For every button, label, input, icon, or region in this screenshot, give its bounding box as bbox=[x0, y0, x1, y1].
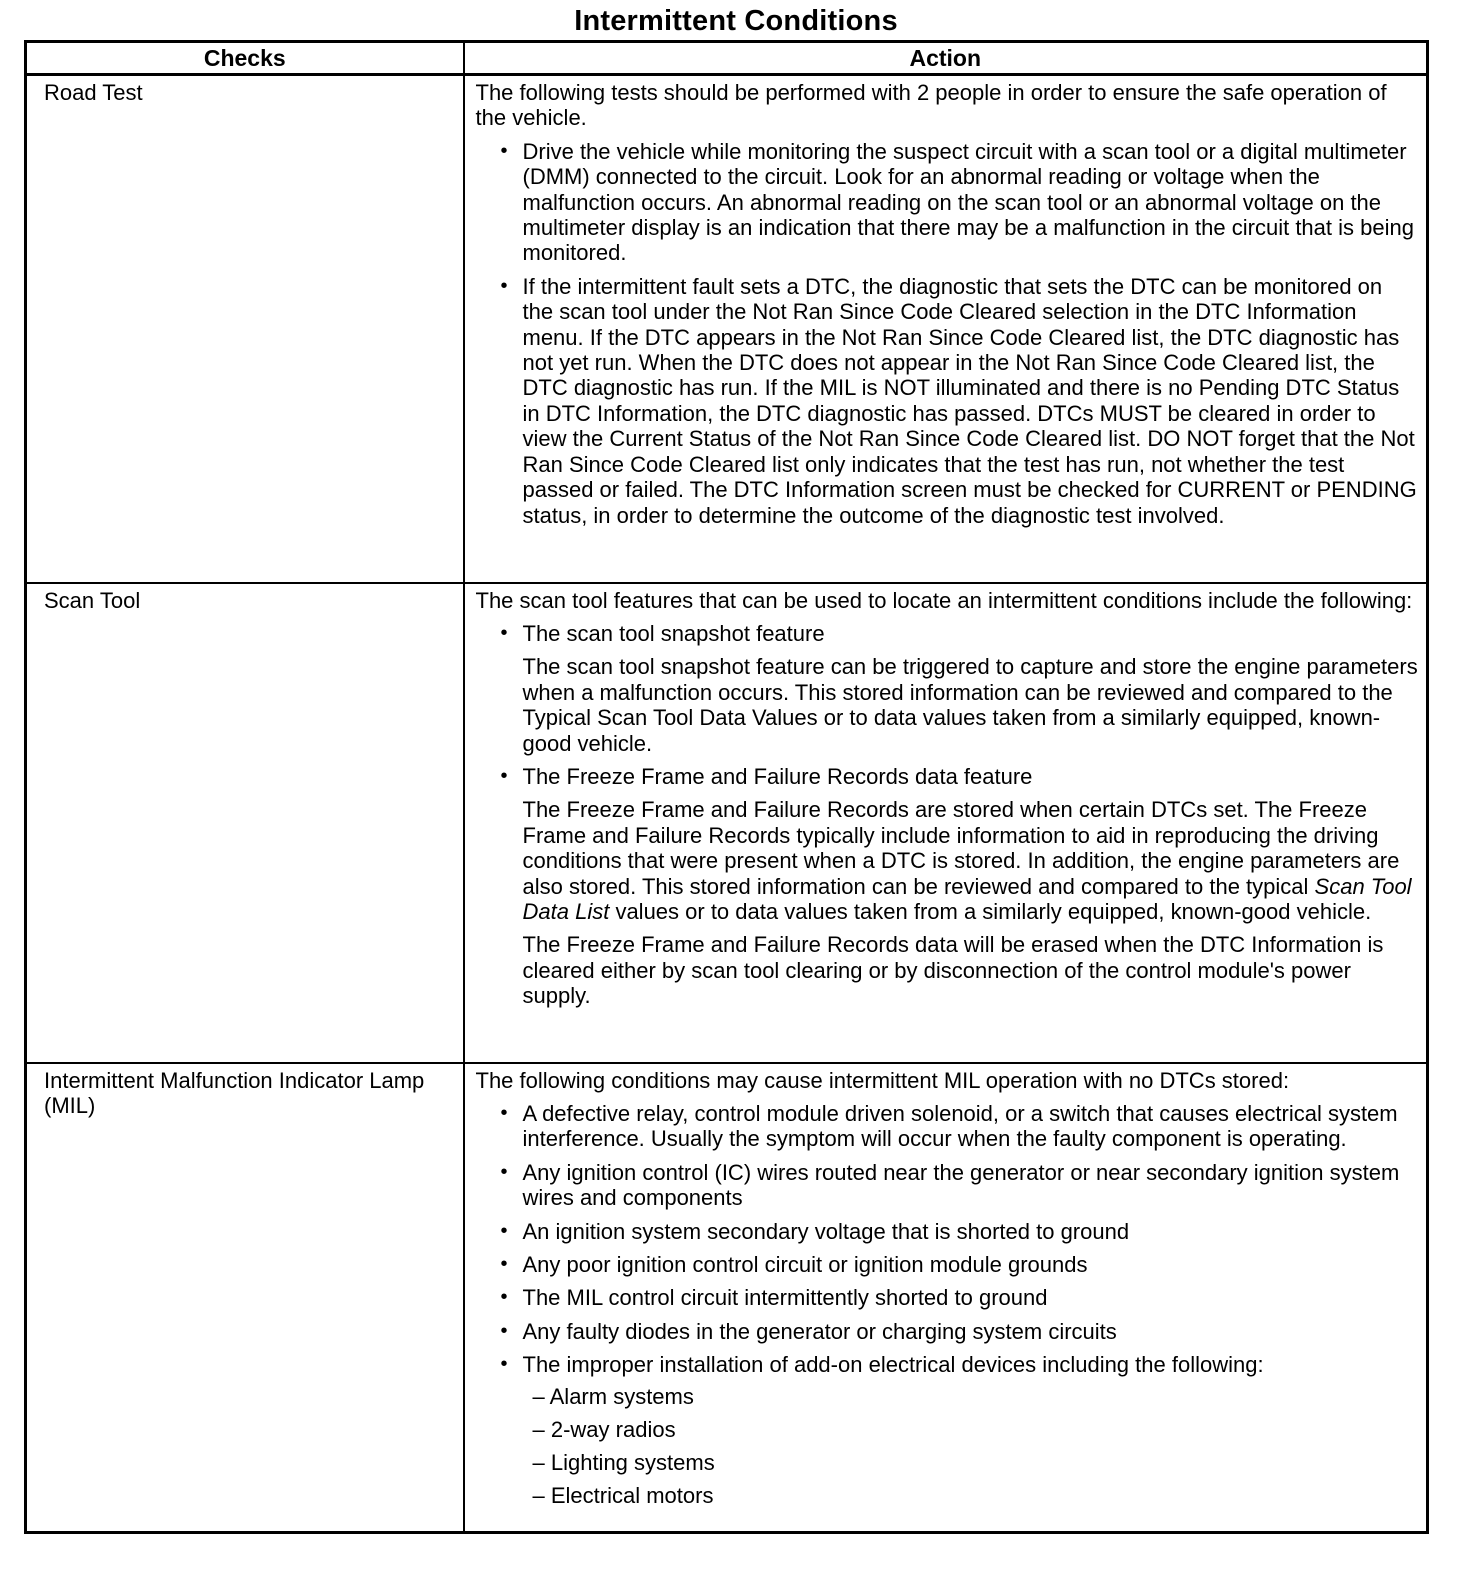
list-item-description bbox=[523, 797, 1419, 924]
table-row bbox=[26, 75, 1428, 583]
scan-tool-data-list-reference: Scan Tool Data List bbox=[522, 873, 1412, 924]
bullet-glyph: • bbox=[500, 1353, 508, 1376]
list-item bbox=[476, 1101, 1419, 1152]
action-intro: The following conditions may cause intermittent MIL operation with no DTCs stored: bbox=[475, 1067, 1290, 1093]
action-intro: The scan tool features that can be used to locate an intermittent conditions include the following: bbox=[475, 587, 1413, 613]
bullet-list bbox=[476, 621, 1419, 1009]
action-cell-intermittent-mil bbox=[464, 1063, 1428, 1533]
list-item-description: The scan tool snapshot feature can be triggered to capture and store the engine parameters when a malfunction occurs. This stored information can be reviewed and compared to the Typical Scan Tool Data Values or to data values taken from a similarly equipped, known-good vehicle. bbox=[522, 654, 1418, 756]
description-text-part: values or to data values taken from a similarly equipped, known-good vehicle. bbox=[609, 898, 1372, 924]
check-cell-road-test: Road Test bbox=[26, 75, 464, 583]
list-item-text: A defective relay, control module driven solenoid, or a switch that causes electrical system interference. Usually the symptom will occur when the faulty component is operating. bbox=[522, 1100, 1398, 1152]
bullet-glyph: • bbox=[500, 1252, 508, 1275]
column-header-action: Action bbox=[464, 42, 1428, 75]
list-item-text: Any poor ignition control circuit or ignition module grounds bbox=[522, 1251, 1088, 1277]
list-item-text: Any ignition control (IC) wires routed near the generator or near secondary ignition system wires and components bbox=[522, 1159, 1400, 1211]
list-item-text: If the intermittent fault sets a DTC, the diagnostic that sets the DTC can be monitored on the scan tool under the Not Ran Since Code Cleared selection in the DTC Information menu. If the DTC appears in the Not Ran Since Code Cleared list, the DTC diagnostic has not yet run. When the DTC does not appear in the Not Ran Since Code Cleared list, the DTC diagnostic has run. If the MIL is NOT illuminated and there is no Pending DTC Status in DTC Information, the DTC diagnostic has passed. DTCs MUST be cleared in order to view the Current Status of the Not Ran Since Code Cleared list. DO NOT forget that the Not Ran Since Code Cleared list only indicates that the test has run, not whether the test passed or failed. The DTC Information screen must be checked for CURRENT or PENDING status, in order to determine the outcome of the diagnostic test involved. bbox=[522, 273, 1417, 528]
check-cell-scan-tool: Scan Tool bbox=[26, 583, 464, 1063]
device-list bbox=[523, 1384, 1419, 1509]
list-item bbox=[476, 274, 1419, 528]
list-item-text: Any faulty diodes in the generator or charging system circuits bbox=[522, 1318, 1117, 1344]
table-header-row bbox=[26, 42, 1428, 75]
list-item bbox=[476, 1219, 1419, 1244]
check-cell-intermittent-mil: Intermittent Malfunction Indicator Lamp (MIL) bbox=[26, 1063, 464, 1533]
bullet-glyph: • bbox=[500, 1319, 508, 1342]
action-intro: The following tests should be performed with 2 people in order to ensure the safe operation of the vehicle. bbox=[475, 80, 1387, 131]
table-row bbox=[26, 583, 1428, 1063]
list-item bbox=[476, 764, 1419, 1009]
list-item bbox=[476, 1160, 1419, 1211]
bullet-list bbox=[476, 1101, 1419, 1509]
bullet-glyph: • bbox=[500, 1160, 508, 1183]
list-item bbox=[476, 621, 1419, 756]
list-item-text: Drive the vehicle while monitoring the suspect circuit with a scan tool or a digital multimeter (DMM) connected to the circuit. Look for an abnormal reading or voltage when the malfunction occurs. An abnormal reading on the scan tool or an abnormal voltage on the multimeter display is an indication that there may be a malfunction in the circuit that is being monitored. bbox=[522, 138, 1414, 266]
description-text-part: The Freeze Frame and Failure Records are stored when certain DTCs set. The Freeze Frame and Failure Records typically include information to aid in reproducing the driving conditions that were present when a DTC is stored. In addition, the engine parameters are also stored. This stored information can be reviewed and compared to the typical bbox=[522, 797, 1400, 899]
list-item bbox=[476, 1285, 1419, 1310]
list-item-description: The Freeze Frame and Failure Records data will be erased when the DTC Information is cleared either by scan tool clearing or by disconnection of the control module's power supply. bbox=[522, 932, 1384, 1009]
bullet-glyph: • bbox=[500, 274, 508, 297]
bullet-glyph: • bbox=[500, 1101, 508, 1124]
list-item bbox=[476, 1352, 1419, 1508]
list-item-heading: The Freeze Frame and Failure Records data feature bbox=[522, 763, 1033, 789]
bullet-glyph: • bbox=[500, 139, 508, 162]
list-item bbox=[476, 1252, 1419, 1277]
device-list-item: – 2-way radios bbox=[532, 1416, 676, 1442]
bullet-glyph: • bbox=[500, 1286, 508, 1309]
device-list-item: – Electrical motors bbox=[532, 1482, 714, 1508]
list-item-heading: The scan tool snapshot feature bbox=[522, 620, 825, 646]
intermittent-conditions-table bbox=[24, 40, 1429, 1534]
page-title: Intermittent Conditions bbox=[574, 5, 898, 37]
list-item-text: The MIL control circuit intermittently shorted to ground bbox=[522, 1285, 1048, 1311]
bullet-glyph: • bbox=[500, 621, 508, 644]
list-item bbox=[476, 139, 1419, 266]
action-cell-road-test bbox=[464, 75, 1428, 583]
table-row bbox=[26, 1063, 1428, 1533]
action-cell-scan-tool bbox=[464, 583, 1428, 1063]
list-item-text: An ignition system secondary voltage that is shorted to ground bbox=[522, 1218, 1130, 1244]
bullet-glyph: • bbox=[500, 1219, 508, 1242]
list-item bbox=[476, 1319, 1419, 1344]
bullet-list bbox=[476, 139, 1419, 528]
column-header-checks: Checks bbox=[26, 42, 464, 75]
device-list-item: – Lighting systems bbox=[532, 1449, 715, 1475]
bullet-glyph: • bbox=[500, 764, 508, 787]
list-item-text: The improper installation of add-on electrical devices including the following: bbox=[522, 1352, 1264, 1378]
device-list-item: – Alarm systems bbox=[532, 1383, 694, 1409]
